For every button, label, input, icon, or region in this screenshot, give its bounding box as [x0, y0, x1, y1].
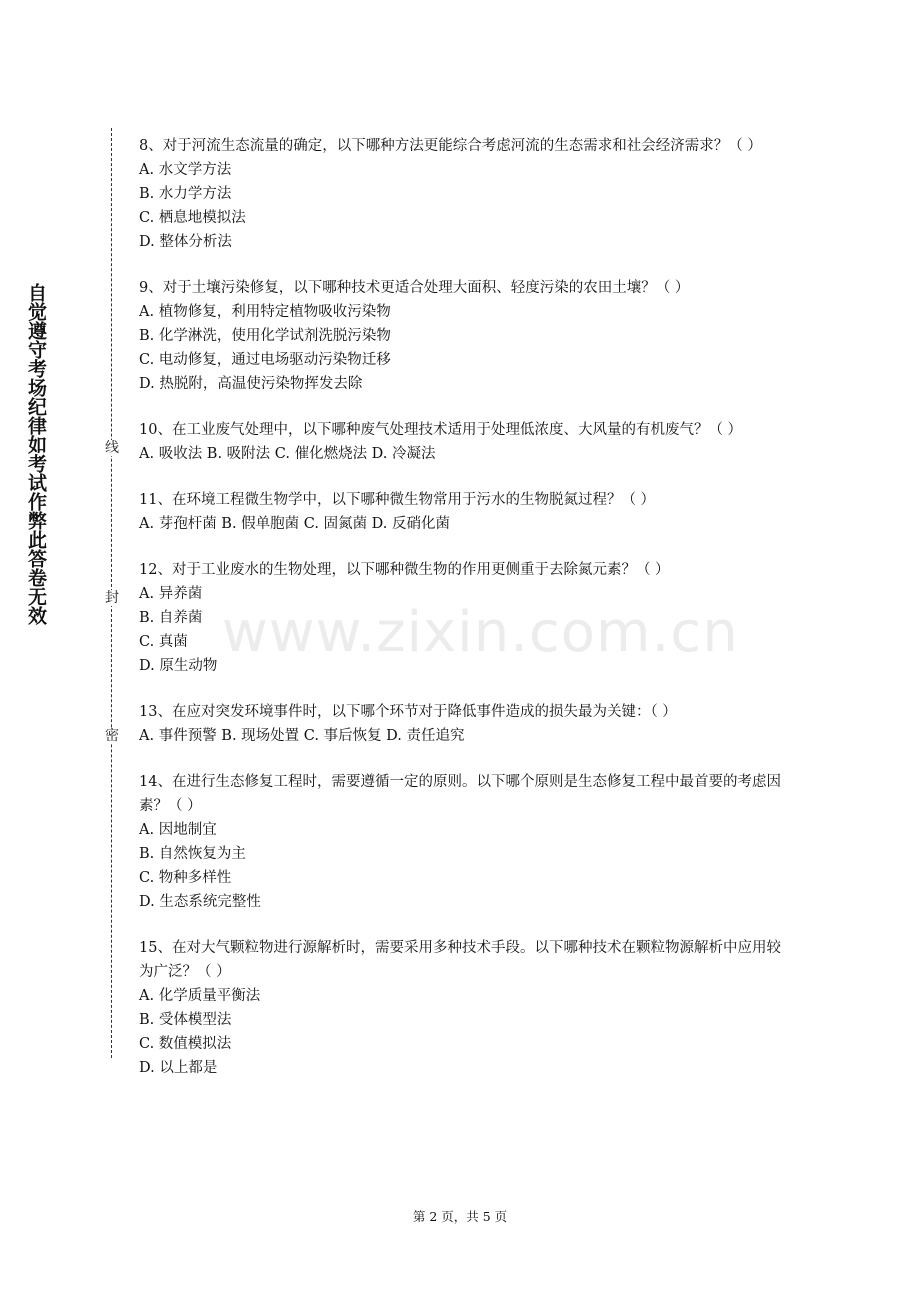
answer-option: A. 化学质量平衡法 [139, 988, 261, 1004]
answer-option: D. 整体分析法 [139, 234, 232, 250]
question-item [139, 558, 789, 678]
answer-option: B. 受体模型法 [139, 1012, 232, 1028]
question-stem: 14、在进行生态修复工程时，需要遵循一定的原则。以下哪个原则是生态修复工程中最首要的考虑因素？（ ） [139, 774, 781, 814]
answer-option: A. 因地制宜 [139, 822, 217, 838]
binding-mark-seal: 封 [105, 590, 119, 606]
question-item [139, 700, 789, 748]
answer-option: C. 真菌 [139, 634, 188, 650]
answer-option: D. 热脱附，高温使污染物挥发去除 [139, 376, 363, 392]
answer-option: A. 异养菌 [139, 586, 203, 602]
question-stem: 8、对于河流生态流量的确定，以下哪种方法更能综合考虑河流的生态需求和社会经济需求？（ ） [139, 138, 762, 154]
answer-option: B. 自然恢复为主 [139, 846, 246, 862]
question-item [139, 134, 789, 254]
question-stem: 10、在工业废气处理中，以下哪种废气处理技术适用于处理低浓度、大风量的有机废气？（ ） [139, 422, 743, 438]
answer-option: C. 数值模拟法 [139, 1036, 232, 1052]
answer-option: B. 水力学方法 [139, 186, 232, 202]
answer-option: C. 电动修复，通过电场驱动污染物迁移 [139, 352, 391, 368]
question-item [139, 488, 789, 536]
answer-option: C. 物种多样性 [139, 870, 232, 886]
question-item [139, 418, 789, 466]
binding-mark-line: 线 [105, 440, 119, 456]
answer-option: D. 原生动物 [139, 658, 218, 674]
page-number: 第 2 页，共 5 页 [412, 1209, 508, 1224]
watermark: www.zixin.com.cn [222, 600, 739, 665]
answer-option: B. 自养菌 [139, 610, 203, 626]
question-stem: 15、在对大气颗粒物进行源解析时，需要采用多种技术手段。以下哪种技术在颗粒物源解析中应用较为广泛？（ ） [139, 940, 781, 980]
answer-option: A. 事件预警 B. 现场处置 C. 事后恢复 D. 责任追究 [139, 728, 465, 744]
question-item [139, 770, 789, 914]
question-list [139, 134, 789, 1102]
answer-option: D. 以上都是 [139, 1060, 218, 1076]
question-item [139, 936, 789, 1080]
question-stem: 12、对于工业废水的生物处理，以下哪种微生物的作用更侧重于去除氮元素？（ ） [139, 562, 670, 578]
question-stem: 9、对于土壤污染修复，以下哪种技术更适合处理大面积、轻度污染的农田土壤？（ ） [139, 280, 690, 296]
question-stem: 11、在环境工程微生物学中，以下哪种微生物常用于污水的生物脱氮过程？（ ） [139, 492, 656, 508]
exam-discipline-notice: 自觉遵守考场纪律如考试作弊此答卷无效 [25, 283, 47, 625]
question-item [139, 276, 789, 396]
answer-option: A. 植物修复，利用特定植物吸收污染物 [139, 304, 391, 320]
answer-option: D. 生态系统完整性 [139, 894, 261, 910]
answer-option: A. 吸收法 B. 吸附法 C. 催化燃烧法 D. 冷凝法 [139, 446, 436, 462]
binding-mark-secret: 密 [105, 728, 119, 744]
answer-option: A. 芽孢杆菌 B. 假单胞菌 C. 固氮菌 D. 反硝化菌 [139, 516, 451, 532]
answer-option: B. 化学淋洗，使用化学试剂洗脱污染物 [139, 328, 391, 344]
answer-option: A. 水文学方法 [139, 162, 232, 178]
answer-option: C. 栖息地模拟法 [139, 210, 246, 226]
question-stem: 13、在应对突发环境事件时，以下哪个环节对于降低事件造成的损失最为关键：（ ） [139, 704, 677, 720]
